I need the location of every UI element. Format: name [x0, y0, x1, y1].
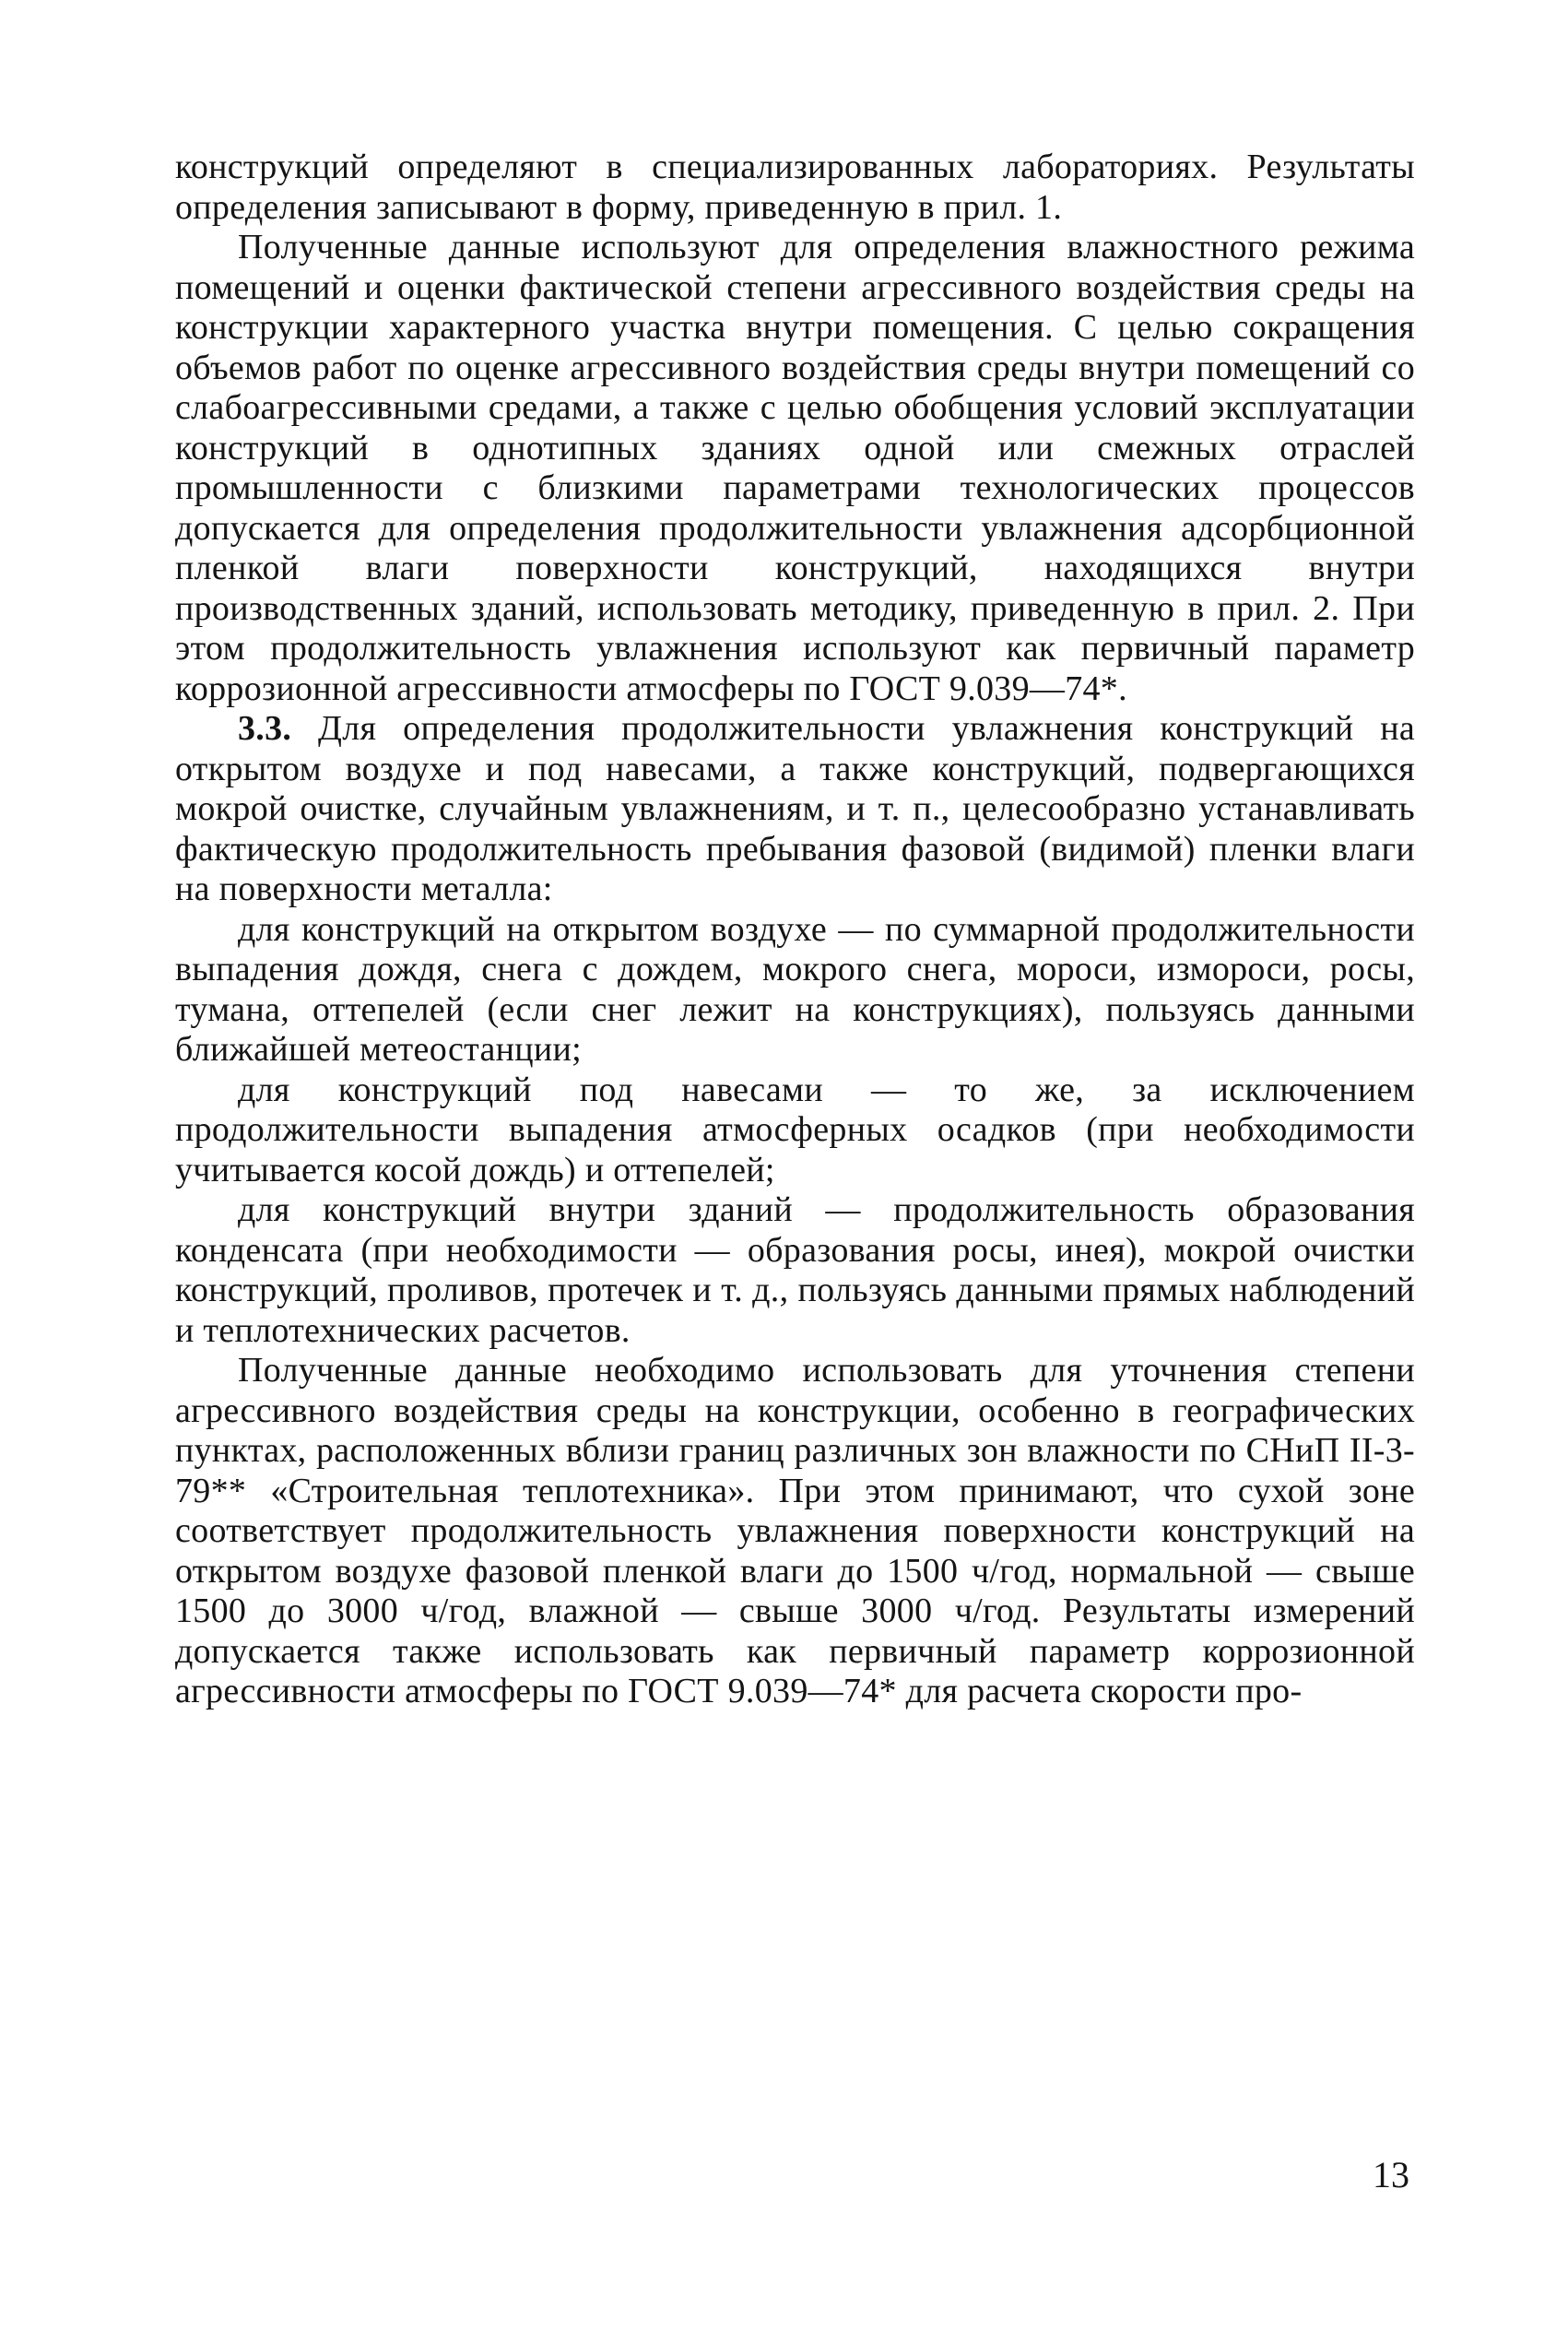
paragraph: Полученные данные используют для определения влажностного режима помещений и оценки фактической степени агрессивного воздействия среды на конструкции характерного участка внутри помещения. С целью сокращения объемов работ по оценке агрессивного воздействия среды внутри помещений со слабоагрессивными средами, а также с целью обобщения условий эксплуатации конструкций в однотипных зданиях одной или смежных отраслей промышленности с близкими параметрами технологических процессов допускается для определения продолжительности увлажнения адсорбционной пленкой влаги поверхности конструкций, находящихся внутри производственных зданий, использовать методику, приведенную в прил. 2. При этом продолжительность увлажнения используют как первичный параметр коррозионной агрессивности атмосферы по ГОСТ 9.039—74*.: [175, 228, 1415, 708]
section-paragraph: 3.3. Для определения продолжительности увлажнения конструкций на открытом воздухе и под навесами, а также конструкций, подвергающихся мокрой очистке, случайным увлажнениям, и т. п., целесообразно устанавливать фактическую продолжительность пребывания фазовой (видимой) пленки влаги на поверхности металла:: [175, 709, 1415, 908]
paragraph: Полученные данные необходимо использовать для уточнения степени агрессивного воздействия среды на конструкции, особенно в географических пунктах, расположенных вблизи границ различных зон влажности по СНиП II-3-79** «Строительная теплотехника». При этом принимают, что сухой зоне соответствует продолжительность увлажнения поверхности конструкций на открытом воздухе фазовой пленкой влаги до 1500 ч/год, нормальной — свыше 1500 до 3000 ч/год, влажной — свыше 3000 ч/год. Результаты измерений допускается также использовать как первичный параметр коррозионной агрессивности атмосферы по ГОСТ 9.039—74* для расчета скорости про-: [175, 1351, 1415, 1710]
list-paragraph: для конструкций на открытом воздухе — по суммарной продолжительности выпадения дождя, снега с дождем, мокрого снега, мороси, измороси, росы, тумана, оттепелей (если снег лежит на конструкциях), пользуясь данными ближайшей метеостанции;: [175, 909, 1415, 1069]
section-number: 3.3.: [238, 709, 292, 748]
list-paragraph: для конструкций внутри зданий — продолжительность образования конденсата (при необходимости — образования росы, инея), мокрой очистки конструкций, проливов, протечек и т. д., пользуясь данными прямых наблюдений и теплотехнических расчетов.: [175, 1190, 1415, 1350]
paragraph-continuation: конструкций определяют в специализированных лабораториях. Результаты определения записывают в форму, приведенную в прил. 1.: [175, 148, 1415, 227]
body-text: [175, 148, 1415, 1712]
list-paragraph: для конструкций под навесами — то же, за исключением продолжительности выпадения атмосферных осадков (при необходимости учитывается косой дождь) и оттепелей;: [175, 1070, 1415, 1189]
page-number: 13: [1373, 2154, 1409, 2195]
